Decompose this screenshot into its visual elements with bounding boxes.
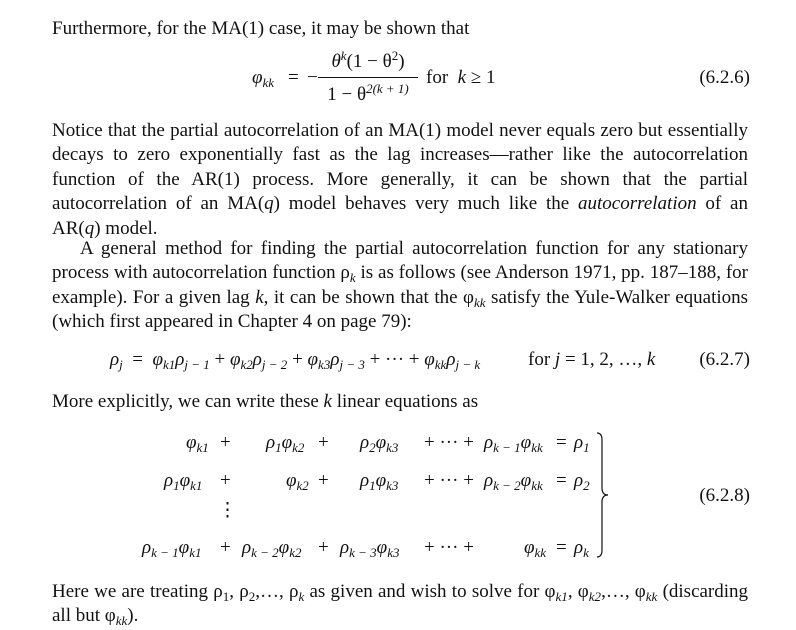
- explicit-line: More explicitly, we can write these k linear equations as: [52, 391, 479, 412]
- paragraph-solve: Here we are treating $\rho_1$, $\rho_2,\dots$, $\rho_k$ as given and wish to solve for $\varphi_{k1}$, $\varphi_{k2},\dots$, $\varphi_{kk}$ (discarding all but $\varphi_{kk}$).: [52, 581, 749, 629]
- fraction-bar: [318, 77, 418, 78]
- vertical-dots: ⋮: [218, 500, 237, 521]
- fraction-denominator: $1 - \theta^{2(k + 1)}$: [327, 81, 409, 105]
- paragraph-general-method: A general method for finding the partial autocorrelation function for any stationary process with autocorrelation function $\rho_k$ is as follows (see Anderson 1971, pp. 187–188, for example). For a given lag k, it can be shown that the $\varphi_{kk}$ satisfy the Yule-Walker equations (which first appeared in Chapter 4 on page 79):: [52, 238, 749, 333]
- right-brace: [596, 432, 610, 558]
- equation-number-6-2-7: (6.2.7): [699, 349, 750, 370]
- paragraph-ma-pacf: Notice that the partial autocorrelation of an MA(1) model never equals zero but essentially decays to zero exponentially fast as the lag increases—rather like the autocorrelation function of the AR(1) process. More generally, it can be shown that the partial autocorrelation of an MA(q) model behaves very much like the autocorrelation of an AR(q) model.: [52, 120, 748, 239]
- equation-number-6-2-6: (6.2.6): [699, 67, 750, 88]
- equation-number-6-2-8: (6.2.8): [699, 485, 750, 506]
- fraction-numerator: $\theta^k(1 - \theta^2)$: [331, 48, 405, 72]
- intro-line: Furthermore, for the MA(1) case, it may be shown that: [52, 18, 470, 39]
